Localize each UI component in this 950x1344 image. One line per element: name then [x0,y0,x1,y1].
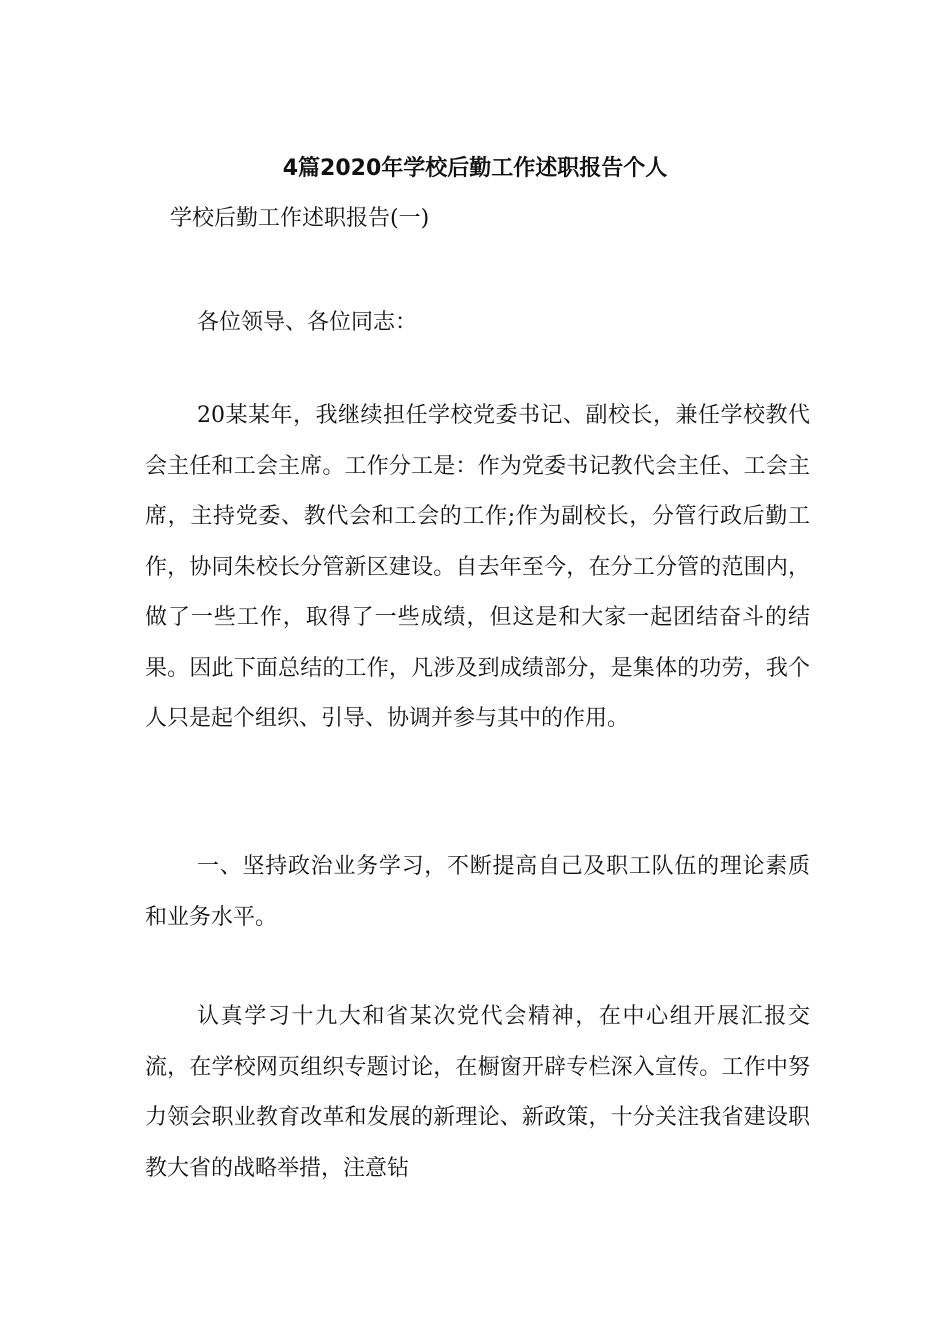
body-paragraph-2: 认真学习十九大和省某次党代会精神，在中心组开展汇报交流，在学校网页组织专题讨论，在橱窗开辟专栏深入宣传。工作中努力领会职业教育改革和发展的新理论、新政策，十分关注我省建设职教大省的战略举措，注意钻 [145,1004,810,1181]
body-paragraph-1: 20某某年，我继续担任学校党委书记、副校长，兼任学校教代会主任和工会主席。工作分工是：作为党委书记教代会主任、工会主席，主持党委、教代会和工会的工作;作为副校长，分管行政后勤工作，协同朱校长分管新区建设。自去年至今，在分工分管的范围内，做了一些工作，取得了一些成绩，但这是和大家一起团结奋斗的结果。因此下面总结的工作，凡涉及到成绩部分，是集体的功劳，我个人只是起个组织、引导、协调并参与其中的作用。 [145,403,810,731]
document-subtitle: 学校后勤工作述职报告(一) [170,206,430,231]
document-title: 4篇2020年学校后勤工作述职报告个人 [282,156,668,181]
greeting-paragraph: 各位领导、各位同志： [197,310,418,335]
section-heading-1: 一、坚持政治业务学习，不断提高自己及职工队伍的理论素质和业务水平。 [145,854,810,930]
